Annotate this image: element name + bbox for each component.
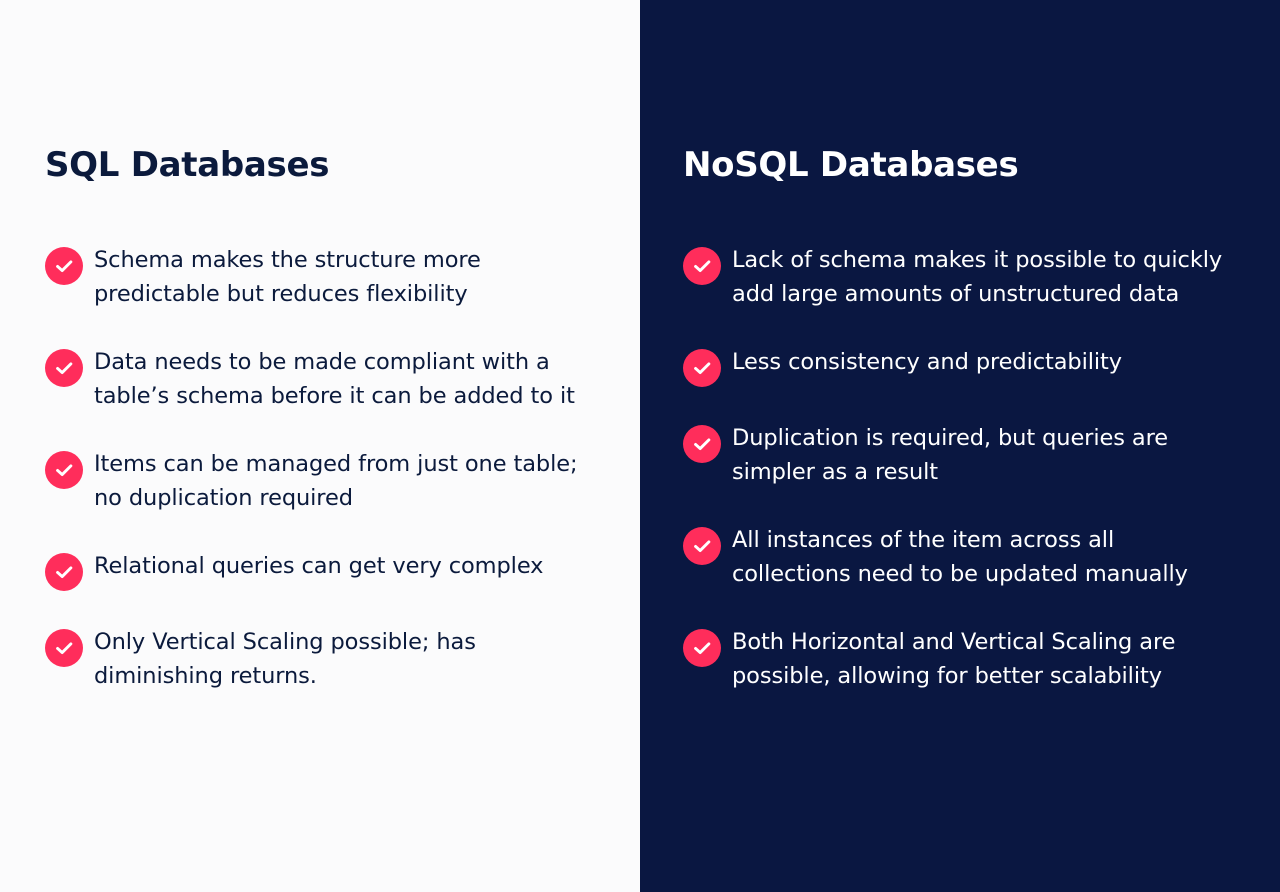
sql-item-text: Only Vertical Scaling possible; has diminishing returns. — [94, 629, 476, 689]
check-circle-icon — [45, 349, 83, 387]
nosql-panel — [640, 0, 1280, 892]
check-circle-icon — [45, 451, 83, 489]
nosql-item-text: Duplication is required, but queries are simpler as a result — [732, 425, 1168, 485]
check-circle-icon — [45, 553, 83, 591]
nosql-title: NoSQL Databases — [683, 145, 1019, 185]
sql-item-text: Data needs to be made compliant with a table’s schema before it can be added to it — [94, 349, 575, 409]
nosql-item — [683, 523, 1243, 591]
nosql-item-text: Less consistency and predictability — [732, 349, 1122, 375]
check-circle-icon — [683, 629, 721, 667]
check-circle-icon — [683, 349, 721, 387]
check-circle-icon — [45, 629, 83, 667]
nosql-item-text: Both Horizontal and Vertical Scaling are possible, allowing for better scalability — [732, 629, 1176, 689]
check-circle-icon — [683, 425, 721, 463]
nosql-item — [683, 345, 1243, 387]
nosql-item — [683, 421, 1243, 489]
sql-item-text: Items can be managed from just one table; no duplication required — [94, 451, 578, 511]
sql-item — [45, 549, 595, 591]
nosql-item-text: All instances of the item across all collections need to be updated manually — [732, 527, 1188, 587]
sql-item-text: Relational queries can get very complex — [94, 553, 544, 579]
sql-item — [45, 625, 595, 693]
nosql-item-text: Lack of schema makes it possible to quickly add large amounts of unstructured data — [732, 247, 1223, 307]
sql-list — [45, 243, 595, 693]
nosql-item — [683, 625, 1243, 693]
check-circle-icon — [683, 527, 721, 565]
sql-title: SQL Databases — [45, 145, 330, 185]
nosql-item — [683, 243, 1243, 311]
sql-item-text: Schema makes the structure more predictable but reduces flexibility — [94, 247, 481, 307]
sql-item — [45, 243, 595, 311]
nosql-list — [683, 243, 1243, 693]
check-circle-icon — [683, 247, 721, 285]
sql-item — [45, 447, 595, 515]
check-circle-icon — [45, 247, 83, 285]
sql-item — [45, 345, 595, 413]
